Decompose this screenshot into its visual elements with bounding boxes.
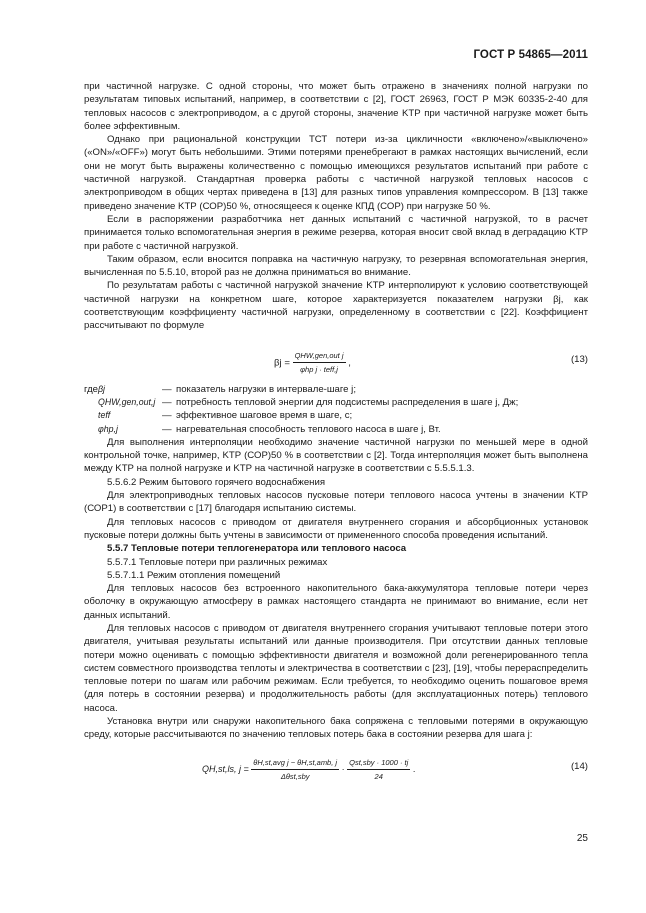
paragraph: Установка внутри или снаружи накопительного бака сопряжена с тепловыми потерями в окружающую среду, которые рассчитываются по значению тепловых потерь бака в состоянии резерва для шага j: [84, 716, 588, 741]
definition-symbol: βj [98, 383, 105, 394]
definition-symbol: teff [98, 410, 111, 421]
definition-symbol: φhp,j [98, 423, 118, 434]
subsection-heading: 5.5.7.1 Тепловые потери при различных режимах [107, 556, 328, 568]
formula-13 [84, 339, 588, 379]
definition-dash: — [162, 410, 172, 422]
formula-14-numerator-2: Qst,sby · 1000 · tj [347, 756, 410, 770]
page-number: 25 [576, 833, 588, 844]
paragraph: По результатам работы с частичной нагрузкой значение KТР интерполируют к условию соответствующей частичной нагрузки на конкретном шаге, которое характеризуется показателем нагрузки βj, как соответствующим коэффициенту частичной нагрузки, определенному в соответствии с [22]. Коэффициент рассчитывают по формуле [84, 280, 588, 332]
formula-13-numerator: QHW,gen,out j [293, 349, 346, 363]
definition-row [84, 383, 588, 396]
definition-dash: — [162, 396, 172, 408]
paragraph: при частичной нагрузке. С одной стороны, что может быть отражено в значениях полной нагрузки по результатам типовых испытаний, например, в соответствии с [2], ГОСТ 26963, ГОСТ Р МЭК 60335-2-40 для тепловых насосов с электроприводом, а с другой стороны, значение KТР при частичной нагрузке может быть более эффективным. [84, 81, 588, 132]
formula-14-denominator-2: 24 [374, 771, 383, 781]
document-body [84, 80, 588, 794]
formula-14-denominator-1: Δθst,sby [280, 771, 310, 781]
formula-13-fraction [293, 349, 346, 377]
definition-row [84, 396, 588, 409]
section-heading: 5.5.7 Тепловые потери теплогенератора или теплового насоса [107, 543, 407, 555]
paragraph: Для выполнения интерполяции необходимо значение частичной нагрузки по меньшей мере в одной контрольной точке, например, KТР (СОР)50 % в соответствии с [2]. Тогда интерполяция может быть выполнена между KТР на полной нагрузке и KТР на частичной нагрузке в соответствии с 5.5.5.1.3. [84, 436, 588, 475]
definition-text: потребность тепловой энергии для подсистемы распределения в шаге j, Дж; [176, 396, 519, 408]
formula-13-number: (13) [570, 353, 588, 365]
formula-14-lhs: QH,st,ls, j = [202, 763, 249, 774]
subsection-heading: 5.5.7.1.1 Режим отопления помещений [107, 569, 281, 581]
definition-text: эффективное шаговое время в шаге, с; [176, 410, 353, 422]
formula-14-tail: . [412, 763, 416, 774]
subsection-heading: 5.5.6.2 Режим бытового горячего водоснабжения [107, 476, 326, 488]
paragraph: Для тепловых насосов с приводом от двигателя внутреннего сгорания учитывают тепловые потери этого двигателя, учитывая результаты испытаний или данные производителя. При отсутствии данных тепловые потери можно оценивать с помощью эффективности двигателя и возможной доли регенерированного тепла систем совместного производства теплоты и электричества в соответствии с [23], [19], чтобы перераспределить тепловые потери по шагам или рабочим режимам. Если требуется, то необходимо оценить пошаговое время (для потерь в состоянии резерва) и продолжительность работы (для эксплуатационных потерь) теплового насоса. [84, 622, 588, 714]
definition-row [84, 423, 588, 436]
definitions-list [84, 383, 588, 436]
formula-13-tail: , [348, 356, 351, 368]
paragraph: Для тепловых насосов с приводом от двигателя внутреннего сгорания и абсорбционных установок пусковые потери должны быть учтены в зависимости от примененного способа проведения испытаний. [84, 516, 588, 541]
paragraph: Для тепловых насосов без встроенного накопительного бака-аккумулятора тепловые потери через оболочку в окружающую атмосферу в рамках настоящего стандарта не принимают во внимание, если нет данных испытаний. [84, 583, 588, 621]
formula-14-fraction-1 [251, 756, 339, 784]
definition-dash: — [162, 423, 172, 435]
formula-13-lhs: βj = [274, 356, 290, 368]
definition-row [84, 409, 588, 422]
definition-symbol: QHW,gen,out,j [98, 396, 156, 407]
standard-header: ГОСТ Р 54865—2011 [473, 49, 588, 61]
paragraph: Однако при рациональной конструкции ТСТ потери из-за цикличности «включено»/«выключено» («ON»/«OFF») могут быть небольшими. Этими потерями пренебрегают в рамках настоящих вычислений, если они не могут быть выражены количественно с помощью имеющихся результатов испытаний при работе с частичной нагрузкой. Стандартная проверка работы с частичной нагрузкой тепловых насосов с электроприводом в общих чертах приведена в [13] для разных типов управления компрессором. В [13] также приведено значение KТР (СОР)50 %, относящееся к оценке КПД (СОР) при нагрузке 50 %. [84, 134, 588, 212]
where-label: где [84, 383, 99, 395]
paragraph: Для электроприводных тепловых насосов пусковые потери теплового насоса учтены в значении KТР (СОР1) в соответствии с [17] благодаря испытанию системы. [84, 490, 588, 515]
formula-14-number: (14) [570, 760, 588, 772]
formula-14-dot: · [341, 763, 345, 774]
formula-14-numerator-1: θH,st,avg j − θH,st,amb, j [251, 756, 339, 770]
paragraph: Если в распоряжении разработчика нет данных испытаний с частичной нагрузкой, то в расчет принимается только вспомогательная энергия в режиме резерва, которая вносит свой вклад в деградацию KТР при работе с частичной нагрузкой. [84, 213, 588, 252]
definition-text: показатель нагрузки в интервале-шаге j; [176, 383, 356, 395]
formula-14 [84, 748, 588, 794]
definition-text: нагревательная способность теплового насоса в шаге j, Вт. [176, 423, 441, 435]
paragraph: Таким образом, если вносится поправка на частичную нагрузку, то резервная вспомогательная энергия, вычисленная по 5.5.10, второй раз не должна приниматься во внимание. [84, 253, 588, 279]
definition-dash: — [162, 383, 172, 395]
formula-13-denominator: φhp j · teff,j [300, 364, 338, 374]
formula-14-fraction-2 [347, 756, 410, 784]
